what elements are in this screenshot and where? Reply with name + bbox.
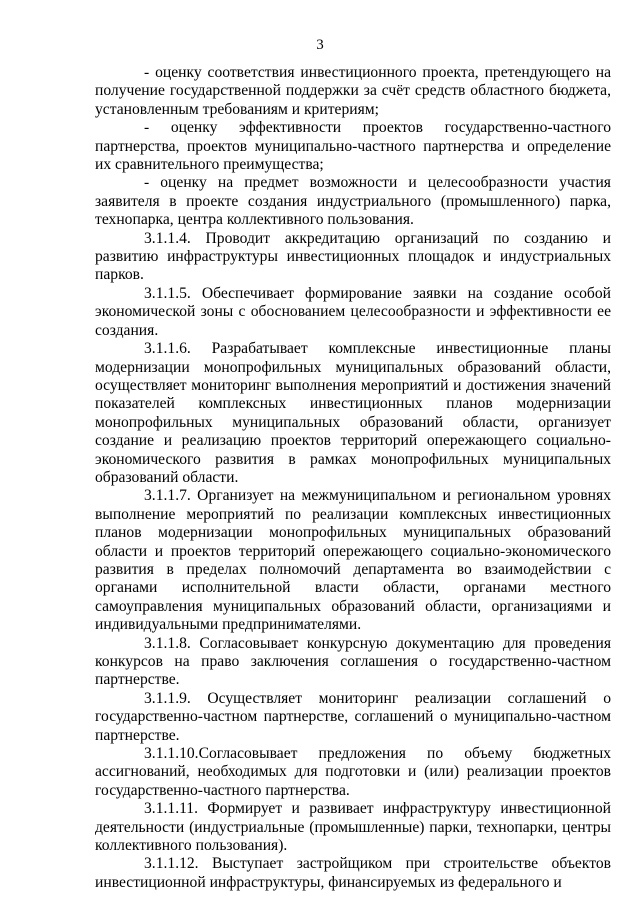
paragraph-3-1-1-5: 3.1.1.5. Обеспечивает формирование заявки на создание особой экономической зоны с обоснованием целесообразности и эффективности ее создания. (95, 284, 611, 339)
paragraph-3-1-1-9: 3.1.1.9. Осуществляет мониторинг реализации соглашений о государственно-частном партнерстве, соглашений о муниципально-частном партнерстве. (95, 689, 611, 744)
document-body (95, 64, 611, 892)
paragraph-3-1-1-11: 3.1.1.11. Формирует и развивает инфраструктуру инвестиционной деятельности (индустриальные (промышленные) парки, технопарки, центры коллективного пользования). (95, 800, 611, 855)
paragraph-3-1-1-10: 3.1.1.10.Согласовывает предложения по объему бюджетных ассигнований, необходимых для подготовки и (или) реализации проектов государственно-частного партнерства. (95, 745, 611, 799)
paragraph-3-1-1-8: 3.1.1.8. Согласовывает конкурсную документацию для проведения конкурсов на право заключения соглашения о государственно-частном партнерстве. (95, 634, 611, 689)
paragraph-3-1-1-12: 3.1.1.12. Выступает застройщиком при строительстве объектов инвестиционной инфраструктуры, финансируемых из федерального и (95, 855, 611, 891)
paragraph-3-1-1-7: 3.1.1.7. Организует на межмуниципальном и региональном уровнях выполнение мероприятий по реализации комплексных инвестиционных планов модернизации монопрофильных муниципальных образований области и проектов территорий опережающего социально-экономического развития в пределах полномочий департамента во взаимодействии с органами исполнительной власти области, органами местного самоуправления муниципальных образований области, организациями и индивидуальными предпринимателями. (95, 487, 611, 634)
paragraph-bullet-1: - оценку соответствия инвестиционного проекта, претендующего на получение государственной поддержки за счёт средств областного бюджета, установленным требованиям и критериям; (95, 64, 611, 118)
paragraph-3-1-1-4: 3.1.1.4. Проводит аккредитацию организаций по созданию и развитию инфраструктуры инвестиционных площадок и индустриальных парков. (95, 229, 611, 284)
paragraph-bullet-2: - оценку эффективности проектов государственно-частного партнерства, проектов муниципально-частного партнерства и определение их сравнительного преимущества; (95, 119, 611, 174)
paragraph-3-1-1-6: 3.1.1.6. Разрабатывает комплексные инвестиционные планы модернизации монопрофильных муниципальных образований области, осуществляет мониторинг выполнения мероприятий и достижения значений показателей комплексных инвестиционных планов модернизации монопрофильных муниципальных образований области, организует создание и реализацию проектов территорий опережающего социально-экономического развития в рамках монопрофильных муниципальных образований области. (95, 340, 611, 486)
paragraph-bullet-3: - оценку на предмет возможности и целесообразности участия заявителя в проекте создания индустриального (промышленного) парка, технопарка, центра коллективного пользования. (95, 174, 611, 229)
page-number: 3 (316, 37, 324, 53)
